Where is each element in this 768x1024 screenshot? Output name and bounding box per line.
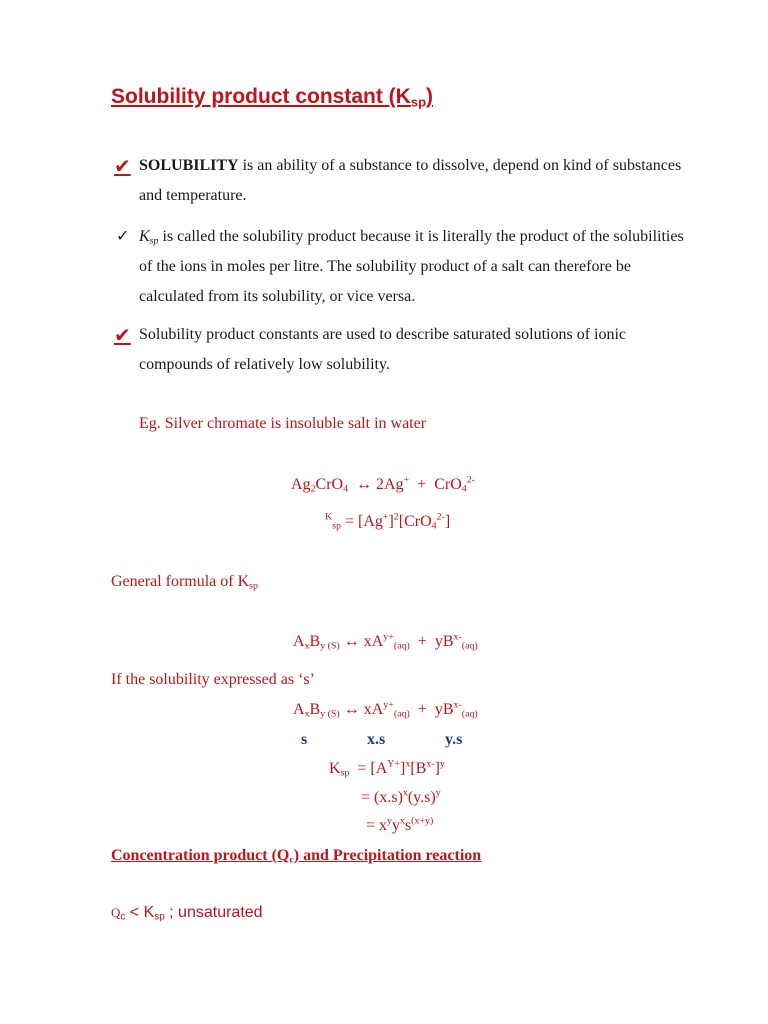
solubility-term-xs: x.s: [367, 731, 386, 748]
concentration-product-heading: Concentration product $(Q_c)$ and Precipitation reaction: [111, 847, 482, 866]
bullet-text: is an ability of a substance to dissolve, depend on kind of substances and temperature.: [139, 157, 682, 204]
bullet-term: SOLUBILITY: [139, 157, 239, 174]
checkmark-red-icon: ✔: [114, 323, 131, 347]
page-title: Solubility product constant $(K_{sp})$: [111, 85, 434, 110]
ksp-derivation-3: = $x^yy^xs^{(x+y)}$: [366, 815, 434, 834]
qc-unsaturated-line: $Q_c < K_{sp}$ ; unsaturated: [111, 904, 263, 923]
solubility-term-s: s: [301, 731, 308, 748]
bullet-saturated: [139, 320, 699, 380]
ksp-expression: $^K_{sp} = [Ag^+]^2[CrO_4^{2-}]$: [325, 511, 451, 532]
bullet-ksp: [139, 222, 699, 312]
ksp-derivation-1: $K_{sp} = [A^{Y+}]^x[B^{x-}]^y$: [329, 758, 445, 779]
ksp-derivation-2: = $(x.s)^x(y.s)^y$: [361, 787, 441, 806]
bullet-solubility: [139, 151, 699, 211]
solubility-term-ys: y.s: [445, 731, 463, 748]
bullet-text: Solubility product constants are used to describe saturated solutions of ionic compounds of relatively low solubility.: [139, 326, 627, 373]
general-equation-repeat: $A_xB_{y (S)}$ ↔ $xA^{y+}_{(aq)} + yB^{x-}_{(aq)}$: [293, 699, 478, 720]
dissociation-equation: $Ag_2CrO_4$ ↔ 2Ag+ + CrO$_4^{2-}$: [291, 474, 475, 495]
general-formula-label: General formula of $K_{sp}$: [111, 573, 258, 592]
ksp-term: $K_{sp}$: [139, 228, 159, 247]
checkmark-red-icon: ✔: [114, 154, 131, 178]
checkmark-black-icon: ✓: [116, 226, 130, 245]
bullet-text: is called the solubility product because it is literally the product of the solubilities of the ions in moles per litre. The solubility product of a salt can therefore be calculated from its solubility, or vice versa.: [139, 228, 684, 305]
example-heading: Eg. Silver chromate is insoluble salt in water: [139, 415, 427, 432]
general-equation: $A_xB_{y (S)}$ ↔ $xA^{y+}_{(aq)} + yB^{x-}_{(aq)}$: [293, 631, 478, 652]
solubility-label: If the solubility expressed as ‘s’: [111, 671, 315, 688]
